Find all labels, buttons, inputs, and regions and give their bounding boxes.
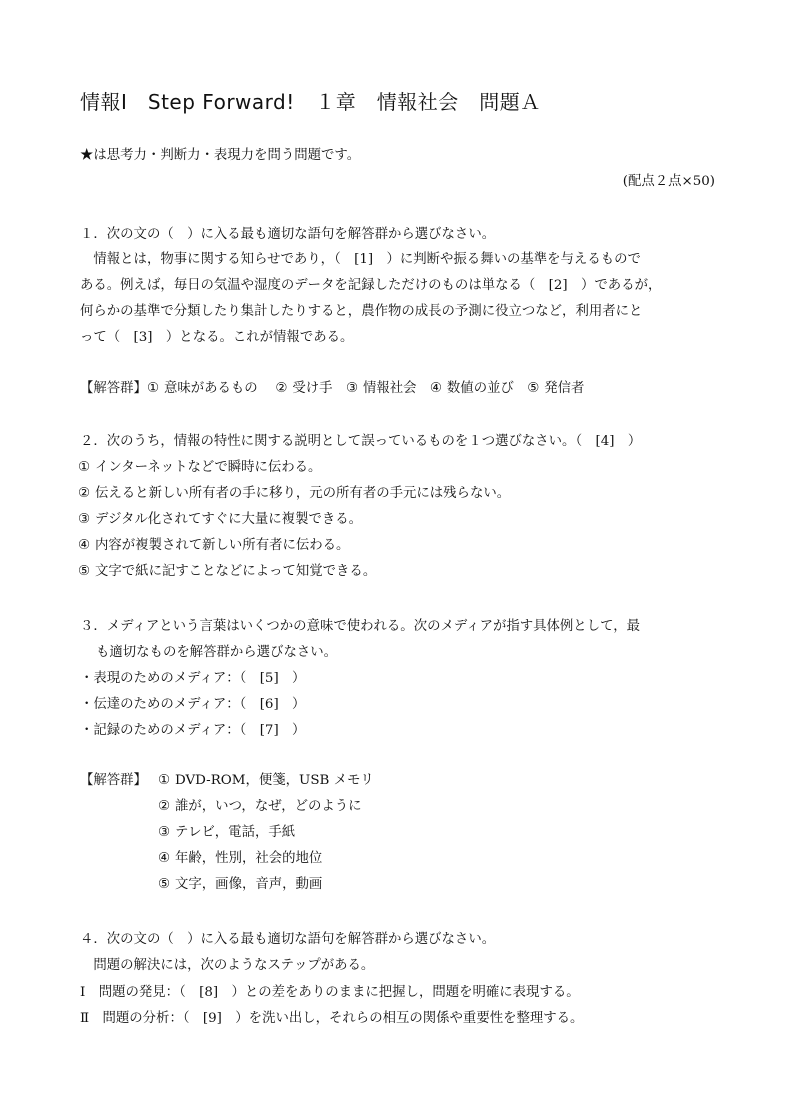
answer-choice: ⑤ 発信者 xyxy=(527,381,585,396)
q3-item: ・表現のためのメディア：（ [5] ） xyxy=(80,671,306,686)
q1-passage-line: ある。例えば，毎日の気温や湿度のデータを記録しただけのものは単なる（ [2] ）であるが， xyxy=(80,278,662,293)
q1-answer-group xyxy=(80,380,584,398)
q3-item: ・伝達のためのメディア：（ [6] ） xyxy=(80,697,306,712)
q3-stem-continued: も適切なものを解答群から選びなさい。 xyxy=(96,645,338,660)
q1-passage-line: って（ [3] ）となる。これが情報である。 xyxy=(80,330,354,345)
instruction-note: ★は思考力・判断力・表現力を問う問題です。 xyxy=(80,148,361,163)
q3-answer-choice: ④ 年齢，性別，社会的地位 xyxy=(158,851,323,866)
q3-answer-choice: ③ テレビ，電話，手紙 xyxy=(158,825,296,840)
q2-option: ③ デジタル化されてすぐに大量に複製できる。 xyxy=(78,512,363,527)
q3-stem: ３．メディアという言葉はいくつかの意味で使われる。次のメディアが指す具体例として，最 xyxy=(80,619,640,634)
q4-step: Ⅱ 問題の分析：（ [9] ）を洗い出し，それらの相互の関係や重要性を整理する。 xyxy=(80,1011,584,1026)
q2-option: ⑤ 文字で紙に記すことなどによって知覚できる。 xyxy=(78,564,377,579)
q2-option: ④ 内容が複製されて新しい所有者に伝わる。 xyxy=(78,538,350,553)
answer-choice: ③ 情報社会 xyxy=(345,381,417,396)
q1-passage-line: 何らかの基準で分類したり集計したりすると，農作物の成長の予測に役立つなど，利用者にと xyxy=(80,304,643,319)
q1-stem: １．次の文の（ ）に入る最も適切な語句を解答群から選びなさい。 xyxy=(80,227,496,242)
q1-passage-line: 情報とは，物事に関する知らせであり，（ [1] ）に判断や振る舞いの基準を与えるもので xyxy=(80,252,641,267)
q4-stem: ４．次の文の（ ）に入る最も適切な語句を解答群から選びなさい。 xyxy=(80,932,496,947)
page-title: 情報Ⅰ Step Forward! １章 情報社会 問題Ａ xyxy=(80,90,541,114)
q3-answer-choice: ② 誰が，いつ，なぜ，どのように xyxy=(158,799,362,814)
answer-choice: ④ 数値の並び xyxy=(429,381,514,396)
q2-option: ① インターネットなどで瞬時に伝わる。 xyxy=(78,460,322,475)
score-note: (配点２点×50) xyxy=(622,174,715,189)
q3-answer-choice: ⑤ 文字，画像，音声，動画 xyxy=(158,877,323,892)
answer-group-label: 【解答群】 xyxy=(80,381,147,396)
q2-option: ② 伝えると新しい所有者の手に移り，元の所有者の手元には残らない。 xyxy=(78,486,511,501)
q4-step: Ⅰ 問題の発見：（ [8] ）との差をありのままに把握し，問題を明確に表現する。 xyxy=(80,985,580,1000)
answer-choice: ① 意味があるもの xyxy=(146,381,258,396)
answer-choice: ② 受け手 xyxy=(275,381,333,396)
q4-intro: 問題の解決には，次のようなステップがある。 xyxy=(80,958,375,973)
q3-item: ・記録のためのメディア：（ [7] ） xyxy=(80,723,306,738)
answer-group-label: 【解答群】 xyxy=(80,773,147,788)
q3-answer-choice: ① DVD-ROM，便箋，USB メモリ xyxy=(158,773,374,788)
q2-stem: ２．次のうち，情報の特性に関する説明として誤っているものを１つ選びなさい。（ [4] ） xyxy=(80,434,642,449)
